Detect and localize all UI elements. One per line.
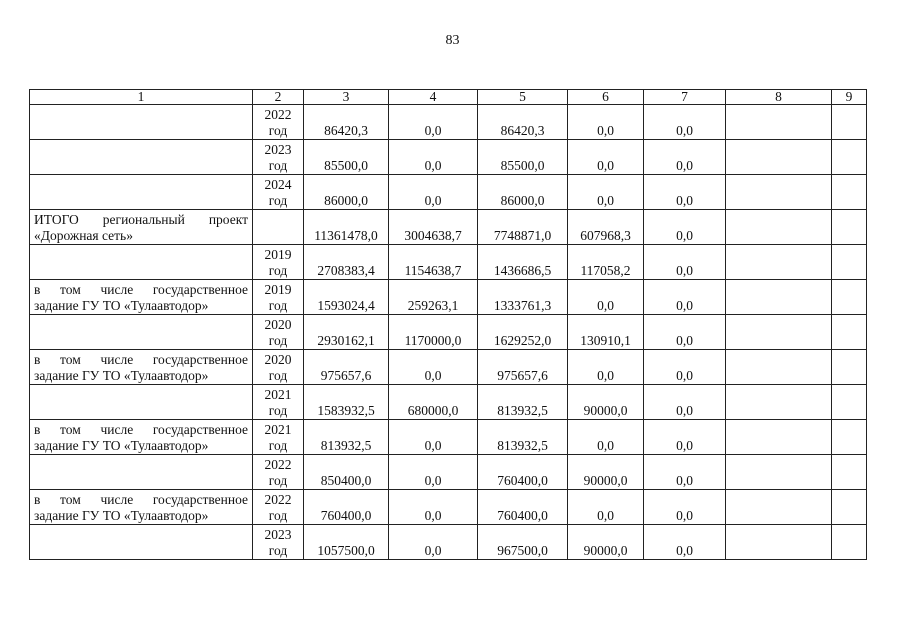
- year-value: 2020: [264, 352, 292, 367]
- empty-cell-9: [832, 140, 867, 175]
- empty-cell-9: [832, 210, 867, 245]
- empty-cell-8: [726, 140, 832, 175]
- value-cell-c7: 0,0: [644, 525, 726, 560]
- value-cell-c4: 0,0: [389, 105, 478, 140]
- table-row: [30, 105, 867, 140]
- empty-cell-9: [832, 420, 867, 455]
- row-name-line: «Дорожная сеть»: [34, 228, 133, 243]
- value-cell-c5: 86420,3: [478, 105, 568, 140]
- value-cell-c6: 0,0: [568, 420, 644, 455]
- value-cell-c3: 1057500,0: [304, 525, 389, 560]
- year-cell: [253, 105, 304, 140]
- value-cell-c7: 0,0: [644, 455, 726, 490]
- year-cell: [253, 210, 304, 245]
- year-value: 2022: [264, 457, 292, 472]
- value-cell-c7: 0,0: [644, 140, 726, 175]
- year-value: 2019: [264, 282, 292, 297]
- table-row: [30, 245, 867, 280]
- value-cell-c4: 0,0: [389, 420, 478, 455]
- year-unit: год: [268, 438, 288, 453]
- table-row: [30, 525, 867, 560]
- value-cell-c6: 117058,2: [568, 245, 644, 280]
- value-cell-c3: 11361478,0: [304, 210, 389, 245]
- column-header-5: 5: [478, 90, 568, 105]
- empty-cell-9: [832, 525, 867, 560]
- empty-cell-8: [726, 210, 832, 245]
- empty-cell-9: [832, 455, 867, 490]
- year-cell: [253, 490, 304, 525]
- value-cell-c7: 0,0: [644, 210, 726, 245]
- value-cell-c3: 760400,0: [304, 490, 389, 525]
- empty-cell-8: [726, 280, 832, 315]
- empty-cell-8: [726, 525, 832, 560]
- value-cell-c7: 0,0: [644, 420, 726, 455]
- year-cell: [253, 455, 304, 490]
- empty-cell-8: [726, 420, 832, 455]
- row-name-cell: [30, 175, 253, 210]
- value-cell-c7: 0,0: [644, 175, 726, 210]
- year-value: 2024: [264, 177, 292, 192]
- value-cell-c7: 0,0: [644, 105, 726, 140]
- year-value: 2020: [264, 317, 292, 332]
- table-row: [30, 420, 867, 455]
- empty-cell-8: [726, 175, 832, 210]
- empty-cell-8: [726, 105, 832, 140]
- value-cell-c5: 85500,0: [478, 140, 568, 175]
- year-value: 2021: [264, 422, 292, 437]
- empty-cell-8: [726, 315, 832, 350]
- row-name-line: в том числе государственное: [34, 422, 248, 437]
- empty-cell-8: [726, 455, 832, 490]
- table-row: [30, 350, 867, 385]
- year-value: 2021: [264, 387, 292, 402]
- page-number: 83: [445, 33, 460, 48]
- value-cell-c7: 0,0: [644, 350, 726, 385]
- value-cell-c6: 0,0: [568, 175, 644, 210]
- empty-cell-9: [832, 105, 867, 140]
- value-cell-c6: 0,0: [568, 280, 644, 315]
- value-cell-c4: 680000,0: [389, 385, 478, 420]
- value-cell-c4: 0,0: [389, 350, 478, 385]
- value-cell-c6: 90000,0: [568, 455, 644, 490]
- value-cell-c3: 85500,0: [304, 140, 389, 175]
- empty-cell-9: [832, 385, 867, 420]
- value-cell-c7: 0,0: [644, 315, 726, 350]
- value-cell-c4: 0,0: [389, 140, 478, 175]
- row-name-cell: [30, 525, 253, 560]
- value-cell-c4: 1154638,7: [389, 245, 478, 280]
- empty-cell-8: [726, 385, 832, 420]
- value-cell-c7: 0,0: [644, 280, 726, 315]
- table-row: [30, 140, 867, 175]
- year-cell: [253, 350, 304, 385]
- value-cell-c3: 813932,5: [304, 420, 389, 455]
- year-unit: год: [268, 473, 288, 488]
- row-name-cell: [30, 455, 253, 490]
- empty-cell-9: [832, 315, 867, 350]
- row-name-cell: [30, 315, 253, 350]
- year-unit: год: [268, 158, 288, 173]
- year-value: 2023: [264, 527, 292, 542]
- row-name-cell: [30, 350, 253, 385]
- column-number-row: [30, 90, 867, 105]
- value-cell-c4: 0,0: [389, 490, 478, 525]
- empty-cell-9: [832, 175, 867, 210]
- column-header-1: 1: [30, 90, 253, 105]
- value-cell-c5: 86000,0: [478, 175, 568, 210]
- empty-cell-9: [832, 490, 867, 525]
- value-cell-c3: 86000,0: [304, 175, 389, 210]
- row-name-line: ИТОГО региональный проект: [34, 212, 248, 227]
- year-cell: [253, 525, 304, 560]
- year-unit: год: [268, 263, 288, 278]
- year-unit: год: [268, 543, 288, 558]
- row-name-line: задание ГУ ТО «Тулаавтодор»: [34, 298, 209, 313]
- year-cell: [253, 385, 304, 420]
- row-name-line: задание ГУ ТО «Тулаавтодор»: [34, 438, 209, 453]
- value-cell-c3: 86420,3: [304, 105, 389, 140]
- table-row: [30, 455, 867, 490]
- value-cell-c6: 90000,0: [568, 385, 644, 420]
- year-unit: год: [268, 123, 288, 138]
- table-row: [30, 315, 867, 350]
- value-cell-c7: 0,0: [644, 245, 726, 280]
- table-row: [30, 175, 867, 210]
- year-cell: [253, 280, 304, 315]
- row-name-cell: [30, 140, 253, 175]
- row-name-cell: [30, 490, 253, 525]
- empty-cell-8: [726, 350, 832, 385]
- row-name-line: задание ГУ ТО «Тулаавтодор»: [34, 368, 209, 383]
- row-name-cell: [30, 105, 253, 140]
- value-cell-c6: 0,0: [568, 140, 644, 175]
- value-cell-c4: 0,0: [389, 525, 478, 560]
- value-cell-c3: 975657,6: [304, 350, 389, 385]
- row-name-cell: [30, 280, 253, 315]
- budget-table: [29, 89, 867, 560]
- row-name-line: в том числе государственное: [34, 282, 248, 297]
- row-name-line: задание ГУ ТО «Тулаавтодор»: [34, 508, 209, 523]
- column-header-2: 2: [253, 90, 304, 105]
- empty-cell-8: [726, 245, 832, 280]
- year-cell: [253, 315, 304, 350]
- year-unit: год: [268, 508, 288, 523]
- column-header-3: 3: [304, 90, 389, 105]
- year-value: 2022: [264, 107, 292, 122]
- value-cell-c3: 2930162,1: [304, 315, 389, 350]
- value-cell-c5: 967500,0: [478, 525, 568, 560]
- row-name-line: в том числе государственное: [34, 492, 248, 507]
- value-cell-c5: 813932,5: [478, 420, 568, 455]
- value-cell-c5: 760400,0: [478, 455, 568, 490]
- value-cell-c7: 0,0: [644, 385, 726, 420]
- value-cell-c6: 0,0: [568, 105, 644, 140]
- value-cell-c6: 0,0: [568, 350, 644, 385]
- year-cell: [253, 140, 304, 175]
- empty-cell-9: [832, 245, 867, 280]
- value-cell-c3: 1583932,5: [304, 385, 389, 420]
- value-cell-c5: 7748871,0: [478, 210, 568, 245]
- value-cell-c3: 2708383,4: [304, 245, 389, 280]
- column-header-6: 6: [568, 90, 644, 105]
- empty-cell-9: [832, 280, 867, 315]
- year-unit: год: [268, 193, 288, 208]
- empty-cell-8: [726, 490, 832, 525]
- year-unit: год: [268, 298, 288, 313]
- value-cell-c6: 607968,3: [568, 210, 644, 245]
- table-row: [30, 490, 867, 525]
- row-name-cell: [30, 245, 253, 280]
- value-cell-c5: 760400,0: [478, 490, 568, 525]
- year-cell: [253, 420, 304, 455]
- value-cell-c3: 850400,0: [304, 455, 389, 490]
- value-cell-c6: 0,0: [568, 490, 644, 525]
- column-header-7: 7: [644, 90, 726, 105]
- value-cell-c4: 259263,1: [389, 280, 478, 315]
- value-cell-c4: 3004638,7: [389, 210, 478, 245]
- table-row: [30, 210, 867, 245]
- value-cell-c5: 1436686,5: [478, 245, 568, 280]
- table-row: [30, 280, 867, 315]
- value-cell-c5: 975657,6: [478, 350, 568, 385]
- value-cell-c5: 813932,5: [478, 385, 568, 420]
- row-name-cell: [30, 385, 253, 420]
- year-unit: год: [268, 403, 288, 418]
- column-header-4: 4: [389, 90, 478, 105]
- value-cell-c5: 1333761,3: [478, 280, 568, 315]
- year-unit: год: [268, 333, 288, 348]
- row-name-cell: [30, 420, 253, 455]
- empty-cell-9: [832, 350, 867, 385]
- row-name-cell: [30, 210, 253, 245]
- value-cell-c7: 0,0: [644, 490, 726, 525]
- year-value: 2019: [264, 247, 292, 262]
- year-value: 2023: [264, 142, 292, 157]
- table-row: [30, 385, 867, 420]
- value-cell-c4: 1170000,0: [389, 315, 478, 350]
- year-unit: год: [268, 368, 288, 383]
- value-cell-c6: 130910,1: [568, 315, 644, 350]
- value-cell-c4: 0,0: [389, 455, 478, 490]
- column-header-9: 9: [832, 90, 867, 105]
- value-cell-c3: 1593024,4: [304, 280, 389, 315]
- year-value: 2022: [264, 492, 292, 507]
- value-cell-c5: 1629252,0: [478, 315, 568, 350]
- column-header-8: 8: [726, 90, 832, 105]
- year-cell: [253, 175, 304, 210]
- row-name-line: в том числе государственное: [34, 352, 248, 367]
- value-cell-c6: 90000,0: [568, 525, 644, 560]
- value-cell-c4: 0,0: [389, 175, 478, 210]
- year-cell: [253, 245, 304, 280]
